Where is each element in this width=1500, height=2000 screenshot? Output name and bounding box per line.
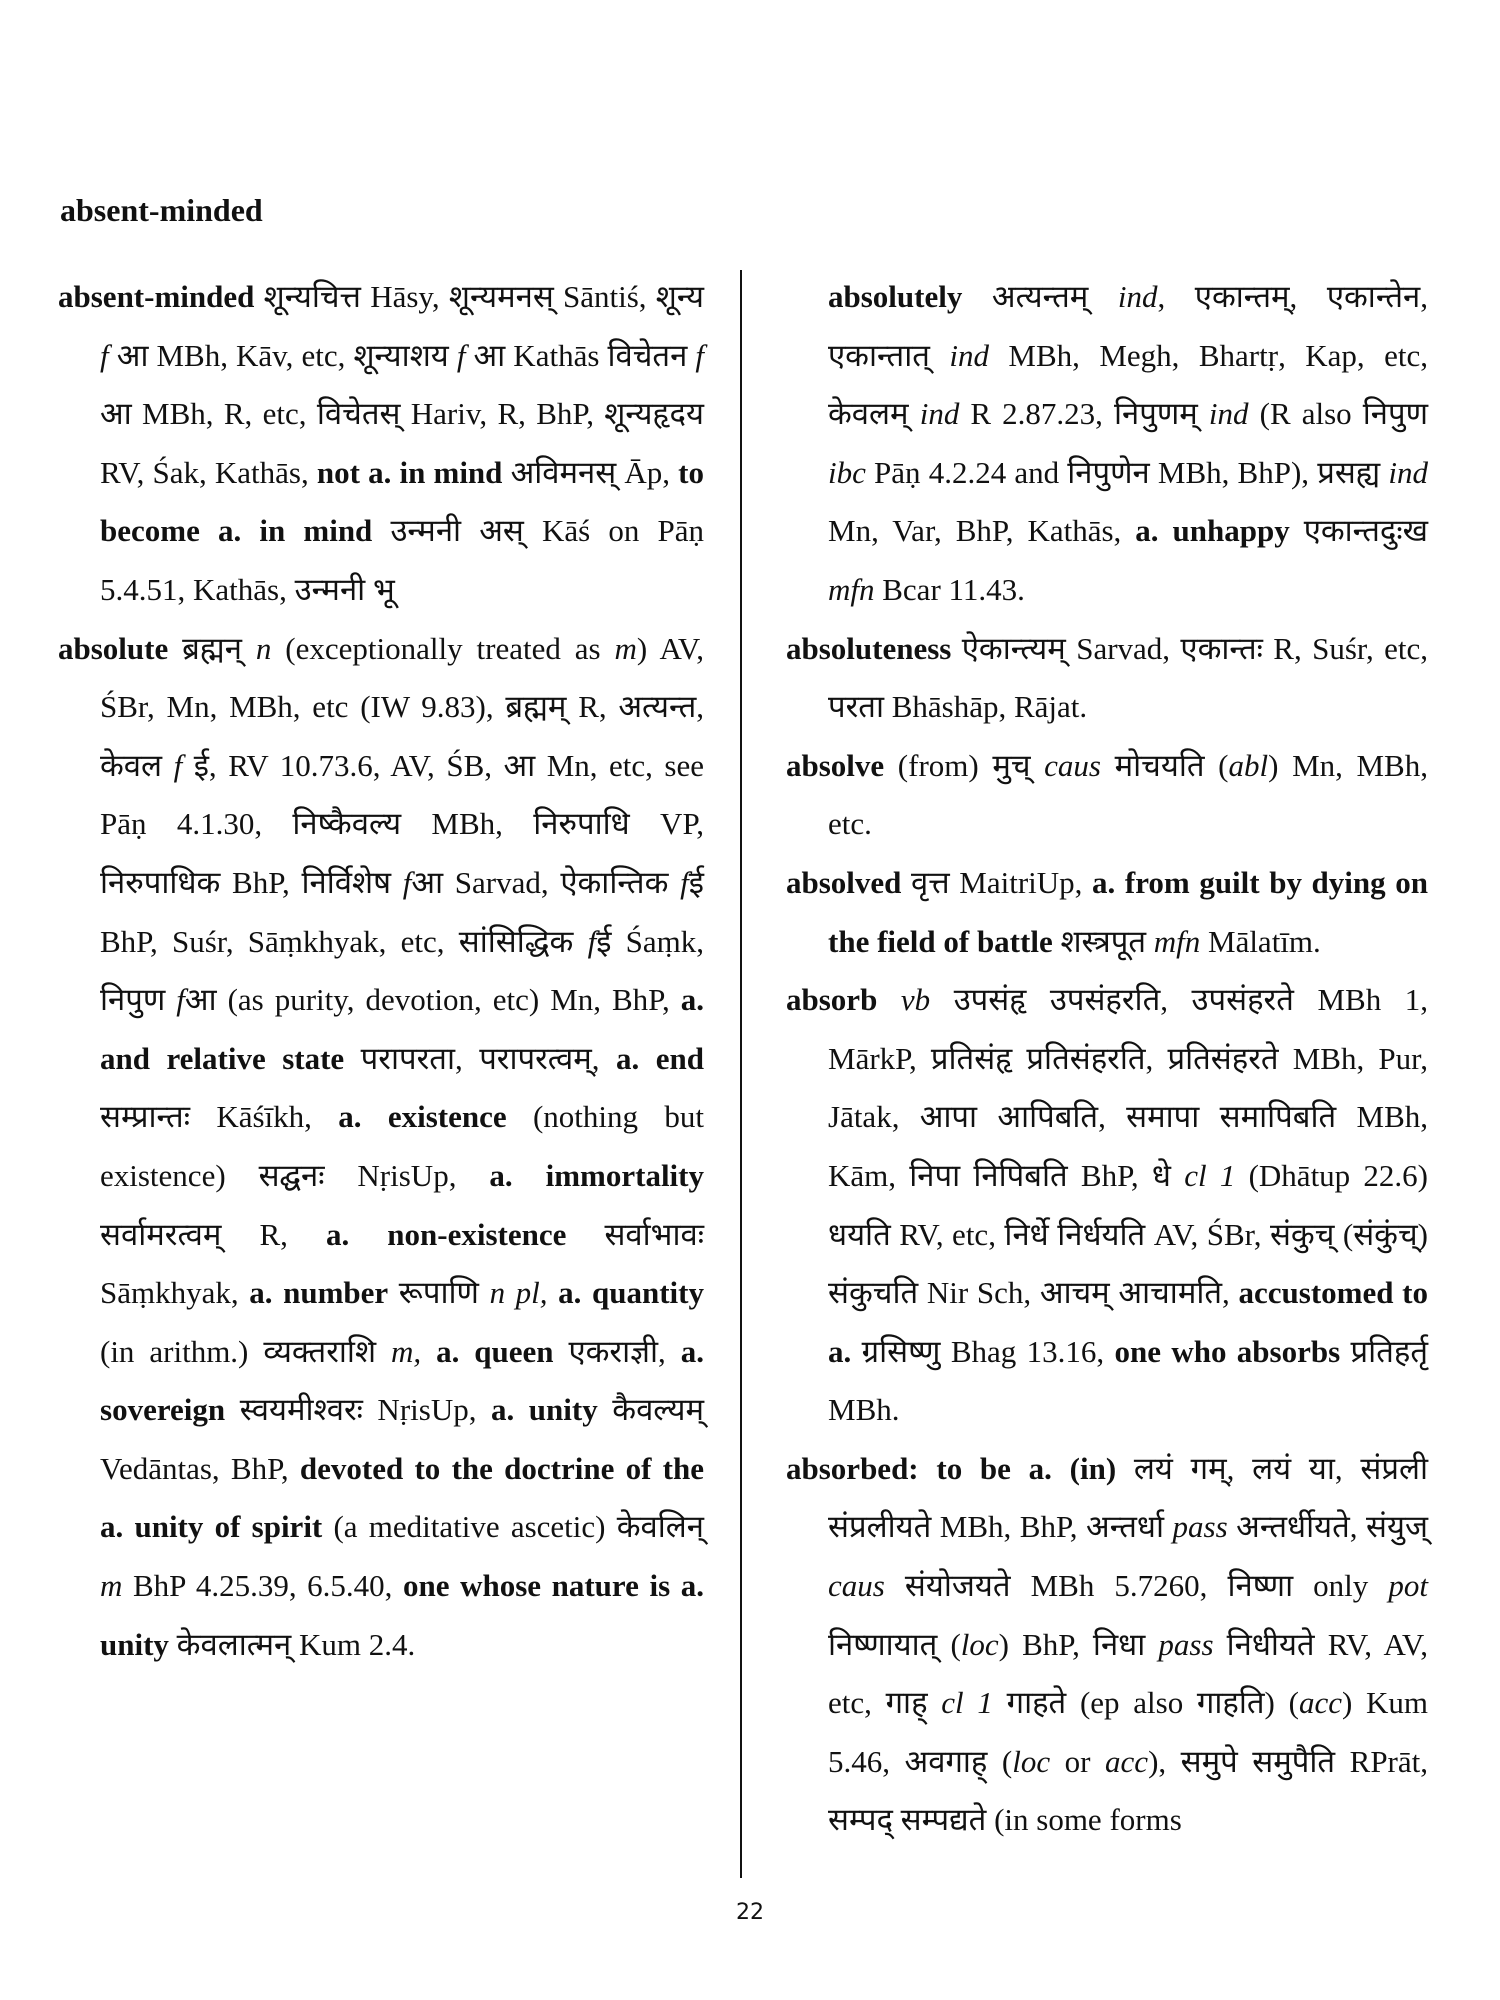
- page-header-headword: absent-minded: [60, 192, 263, 228]
- entry-absolve: absolve (from) मुच् caus मोचयति (abl) Mn, MBh, etc.: [786, 747, 1428, 842]
- entry-absorbed: absorbed: to be a. (in) लयं गम्, लयं या, संप्रली संप्रलीयते MBh, BhP, अन्तर्धा pass अन्तर्धीयते, संयुज् caus संयोजयते MBh 5.7260, निष्णा only pot निष्णायात् (loc) BhP, निधा pass निधीयते RV, AV, etc, गाह् cl 1 गाहते (ep also गाहति) (acc) Kum 5.46, अवगाह् (loc or acc), समुपे समुपैति RPrāt, सम्पद् सम्पद्यते (in some forms: [786, 1450, 1429, 1838]
- entry-absent-minded: absent-minded शून्यचित्त Hāsy, शून्यमनस् Sāntiś, शून्य f आ MBh, Kāv, etc, शून्याशय f आ Kathās विचेतन f आ MBh, R, etc, विचेतस् Hariv, R, BhP, शून्यहृदय RV, Śak, Kathās, not a. in mind अविमनस् Āp, to become a. in mind उन्मनी अस् Kāś on Pāṇ 5.4.51, Kathās, उन्मनी भू: [58, 279, 705, 607]
- entry-absolutely: absolutely अत्यन्तम् ind, एकान्तम्, एकान्तेन, एकान्तात् ind MBh, Megh, Bhartṛ, Kap, etc, केवलम् ind R 2.87.23, निपुणम् ind (R also निपुण ibc Pāṇ 4.2.24 and निपुणेन MBh, BhP), प्रसह्य ind Mn, Var, BhP, Kathās, a. unhappy एकान्तदुःख mfn Bcar 11.43.: [828, 279, 1428, 607]
- left-column: [58, 268, 704, 1674]
- entry-absolute: absolute ब्रह्मन् n (exceptionally treated as m) AV, ŚBr, Mn, MBh, etc (IW 9.83), ब्रह्मम् R, अत्यन्त, केवल f ई, RV 10.73.6, AV, ŚB, आ Mn, etc, see Pāṇ 4.1.30, निष्कैवल्य MBh, निरुपाधि VP, निरुपाधिक BhP, निर्विशेष fआ Sarvad, ऐकान्तिक fई BhP, Suśr, Sāṃkhyak, etc, सांसिद्धिक fई Śaṃk, निपुण fआ (as purity, devotion, etc) Mn, BhP, a. and relative state परापरता, परापरत्वम्, a. end सम्प्रान्तः Kāśīkh, a. existence (nothing but existence) सद्घनः NṛisUp, a. immortality सर्वामरत्वम् R, a. non-existence सर्वाभावः Sāṃkhyak, a. number रूपाणि n pl, a. quantity (in arithm.) व्यक्तराशि m, a. queen एकराज्ञी, a. sovereign स्वयमीश्वरः NṛisUp, a. unity कैवल्यम् Vedāntas, BhP, devoted to the doctrine of the a. unity of spirit (a meditative ascetic) केवलिन् m BhP 4.25.39, 6.5.40, one whose nature is a. unity केवलात्मन् Kum 2.4.: [58, 630, 705, 1662]
- entry-absorb: absorb vb उपसंहृ उपसंहरति, उपसंहरते MBh 1, MārkP, प्रतिसंहृ प्रतिसंहरति, प्रतिसंहरते MBh, Pur, Jātak, आपा आपिबति, समापा समापिबति MBh, Kām, निपा निपिबति BhP, धे cl 1 (Dhātup 22.6) धयति RV, etc, निर्धे निर्धयति AV, ŚBr, संकुच् (संकुंच्) संकुचति Nir Sch, आचम् आचामति, accustomed to a. ग्रसिष्णु Bhag 13.16, one who absorbs प्रतिहर्तृ MBh.: [786, 982, 1429, 1428]
- entry-absoluteness: absoluteness ऐकान्त्यम् Sarvad, एकान्तः R, Suśr, etc, परता Bhāshāp, Rājat.: [786, 630, 1428, 725]
- entry-absolved: absolved वृत्त MaitriUp, a. from guilt by dying on the field of battle शस्त्रपूत mfn Mālatīm.: [786, 864, 1428, 959]
- column-divider: [740, 270, 742, 1878]
- right-column: [786, 268, 1428, 1850]
- page-number: 22: [736, 1900, 764, 1925]
